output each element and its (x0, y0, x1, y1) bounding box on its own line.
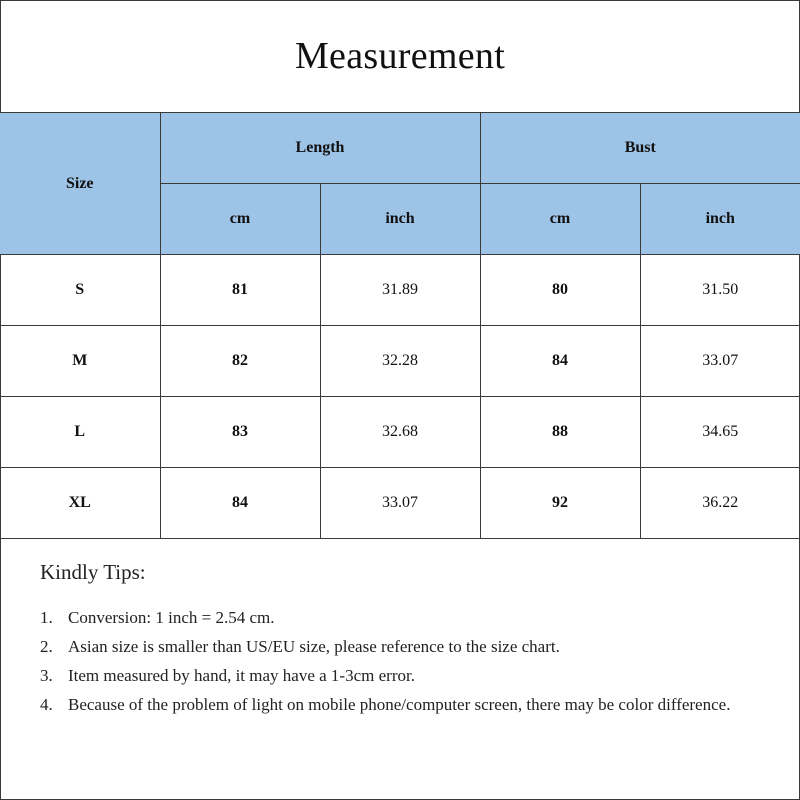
length-cm-cell: 81 (160, 255, 320, 326)
length-inch-cell: 32.68 (320, 397, 480, 468)
list-item-text: Item measured by hand, it may have a 1-3cm error. (68, 666, 415, 685)
bust-cm-cell: 84 (480, 326, 640, 397)
bust-inch-cell: 33.07 (640, 326, 800, 397)
length-group-header: Length (160, 113, 480, 184)
length-cm-cell: 82 (160, 326, 320, 397)
size-cell: XL (0, 468, 160, 539)
list-item-text: Because of the problem of light on mobile phone/computer screen, there may be color difference. (68, 695, 731, 714)
length-inch-cell: 32.28 (320, 326, 480, 397)
bust-cm-cell: 88 (480, 397, 640, 468)
list-item (40, 690, 780, 719)
size-chart-table (0, 112, 800, 539)
page-title: Measurement (294, 35, 506, 77)
table-row (0, 468, 800, 539)
list-item (40, 661, 780, 690)
length-inch-cell: 33.07 (320, 468, 480, 539)
size-cell: S (0, 255, 160, 326)
length-inch-cell: 31.89 (320, 255, 480, 326)
table-row (0, 397, 800, 468)
list-item-text: Asian size is smaller than US/EU size, please reference to the size chart. (68, 637, 560, 656)
bust-group-header: Bust (480, 113, 800, 184)
bust-cm-header: cm (480, 184, 640, 255)
list-item-number: 1. (40, 608, 53, 627)
list-item (40, 632, 780, 661)
bust-inch-cell: 31.50 (640, 255, 800, 326)
bust-cm-cell: 92 (480, 468, 640, 539)
table-row (0, 255, 800, 326)
tips-heading: Kindly Tips: (40, 560, 146, 584)
list-item-number: 4. (40, 695, 53, 714)
length-cm-cell: 84 (160, 468, 320, 539)
list-item (40, 603, 780, 632)
bust-inch-cell: 34.65 (640, 397, 800, 468)
bust-inch-header: inch (640, 184, 800, 255)
length-cm-cell: 83 (160, 397, 320, 468)
length-cm-header: cm (160, 184, 320, 255)
table-header-row (0, 113, 800, 184)
bust-cm-cell: 80 (480, 255, 640, 326)
table-row (0, 326, 800, 397)
size-cell: M (0, 326, 160, 397)
tips-section (40, 560, 780, 719)
size-cell: L (0, 397, 160, 468)
list-item-number: 3. (40, 666, 53, 685)
size-column-header: Size (0, 113, 160, 255)
list-item-number: 2. (40, 637, 53, 656)
length-inch-header: inch (320, 184, 480, 255)
tips-list (40, 603, 780, 719)
bust-inch-cell: 36.22 (640, 468, 800, 539)
list-item-text: Conversion: 1 inch = 2.54 cm. (68, 608, 275, 627)
